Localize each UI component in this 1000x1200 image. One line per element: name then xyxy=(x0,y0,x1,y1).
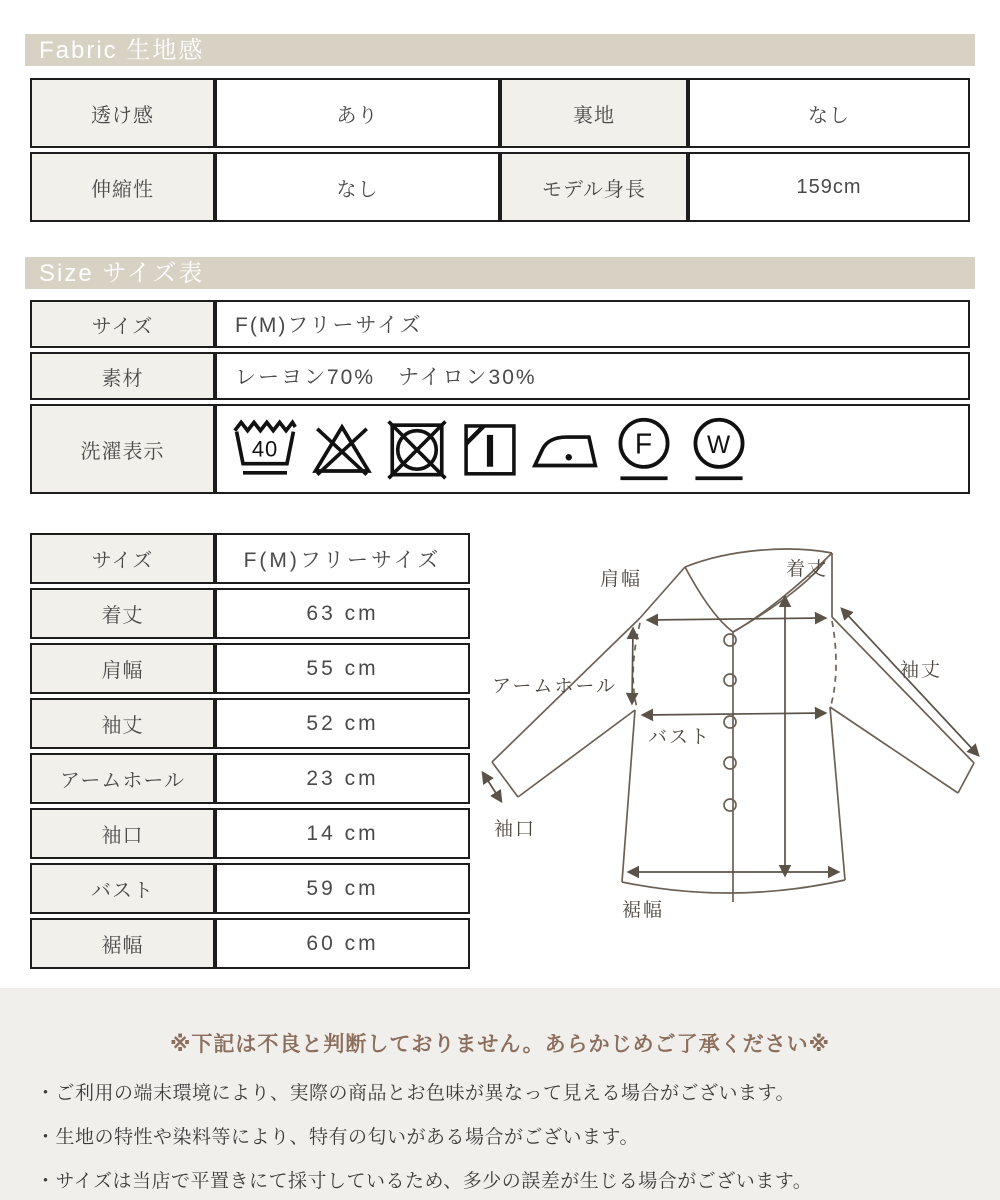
garment-measurement-diagram xyxy=(480,535,1000,955)
table-row xyxy=(30,352,970,400)
fabric-row-value: 159cm xyxy=(688,152,970,222)
size-info-table xyxy=(30,296,970,498)
wash-40-gentle-icon xyxy=(230,416,300,482)
fabric-row-value: あり xyxy=(215,78,500,148)
measure-label: 肩幅 xyxy=(30,643,215,694)
material-label: 素材 xyxy=(30,352,215,400)
care-icons-row xyxy=(218,414,967,484)
svg-text:W: W xyxy=(706,431,732,459)
body-length-label: 着丈 xyxy=(786,559,829,580)
table-row xyxy=(30,863,470,914)
line-dry-in-shade-icon xyxy=(459,416,521,482)
table-row xyxy=(30,753,470,804)
note-item: ・生地の特性や染料等により、特有の匂いがある場合がございます。 xyxy=(36,1127,639,1148)
table-row xyxy=(30,78,970,148)
fabric-table xyxy=(30,74,970,226)
fabric-row-label: 透け感 xyxy=(30,78,215,148)
measure-header-value: F(M)フリーサイズ xyxy=(215,533,470,584)
armhole-label: アームホール xyxy=(492,676,618,697)
do-not-bleach-icon xyxy=(309,416,375,482)
size-value: F(M)フリーサイズ xyxy=(215,300,970,348)
bust-label: バスト xyxy=(648,727,712,748)
shoulder-width-label: 肩幅 xyxy=(600,569,643,590)
measurement-table xyxy=(30,529,470,973)
notes-section xyxy=(0,988,1000,1200)
measure-value: 14 cm xyxy=(215,808,470,859)
measure-header-label: サイズ xyxy=(30,533,215,584)
measure-value: 55 cm xyxy=(215,643,470,694)
hem-width-label: 裾幅 xyxy=(621,900,665,921)
dry-clean-petroleum-gentle-icon xyxy=(611,414,677,484)
do-not-tumble-dry-icon xyxy=(384,416,450,482)
iron-low-icon xyxy=(530,416,602,482)
note-item: ・サイズは当店で平置きにて採寸しているため、多少の誤差が生じる場合がございます。 xyxy=(36,1171,813,1192)
table-row xyxy=(30,152,970,222)
table-row xyxy=(30,918,470,969)
measure-value: 63 cm xyxy=(215,588,470,639)
measure-value: 60 cm xyxy=(215,918,470,969)
cuff-label: 袖口 xyxy=(494,819,537,840)
measure-label: バスト xyxy=(30,863,215,914)
care-label: 洗濯表示 xyxy=(30,404,215,494)
table-row xyxy=(30,698,470,749)
sleeve-length-label: 袖丈 xyxy=(900,660,943,681)
fabric-row-value: なし xyxy=(688,78,970,148)
table-row xyxy=(30,808,470,859)
notes-list xyxy=(36,1078,1000,1193)
size-section-header: Size サイズ表 xyxy=(25,257,975,289)
fabric-row-label: モデル身長 xyxy=(500,152,688,222)
material-value: レーヨン70% ナイロン30% xyxy=(215,352,970,400)
size-label: サイズ xyxy=(30,300,215,348)
measure-label: 裾幅 xyxy=(30,918,215,969)
table-row xyxy=(30,588,470,639)
measure-label: アームホール xyxy=(30,753,215,804)
wet-clean-gentle-icon xyxy=(686,414,752,484)
care-icons-cell xyxy=(215,404,970,494)
measurement-arrows xyxy=(483,597,978,875)
fabric-row-label: 伸縮性 xyxy=(30,152,215,222)
fabric-row-value: なし xyxy=(215,152,500,222)
measure-label: 袖口 xyxy=(30,808,215,859)
measure-label: 袖丈 xyxy=(30,698,215,749)
shirt-outline xyxy=(492,549,974,902)
table-row xyxy=(30,533,470,584)
table-row xyxy=(30,643,470,694)
notes-heading: ※下記は不良と判断しておりません。あらかじめご了承ください※ xyxy=(169,1033,831,1056)
note-item: ・ご利用の端末環境により、実際の商品とお色味が異なって見える場合がございます。 xyxy=(36,1083,795,1104)
measure-value: 23 cm xyxy=(215,753,470,804)
table-row xyxy=(30,404,970,494)
svg-text:40: 40 xyxy=(251,436,279,462)
measure-label: 着丈 xyxy=(30,588,215,639)
fabric-row-label: 裏地 xyxy=(500,78,688,148)
fabric-section-header: Fabric 生地感 xyxy=(25,34,975,66)
svg-text:F: F xyxy=(634,427,654,460)
measure-value: 59 cm xyxy=(215,863,470,914)
measure-value: 52 cm xyxy=(215,698,470,749)
table-row xyxy=(30,300,970,348)
diagram-labels xyxy=(492,558,942,921)
